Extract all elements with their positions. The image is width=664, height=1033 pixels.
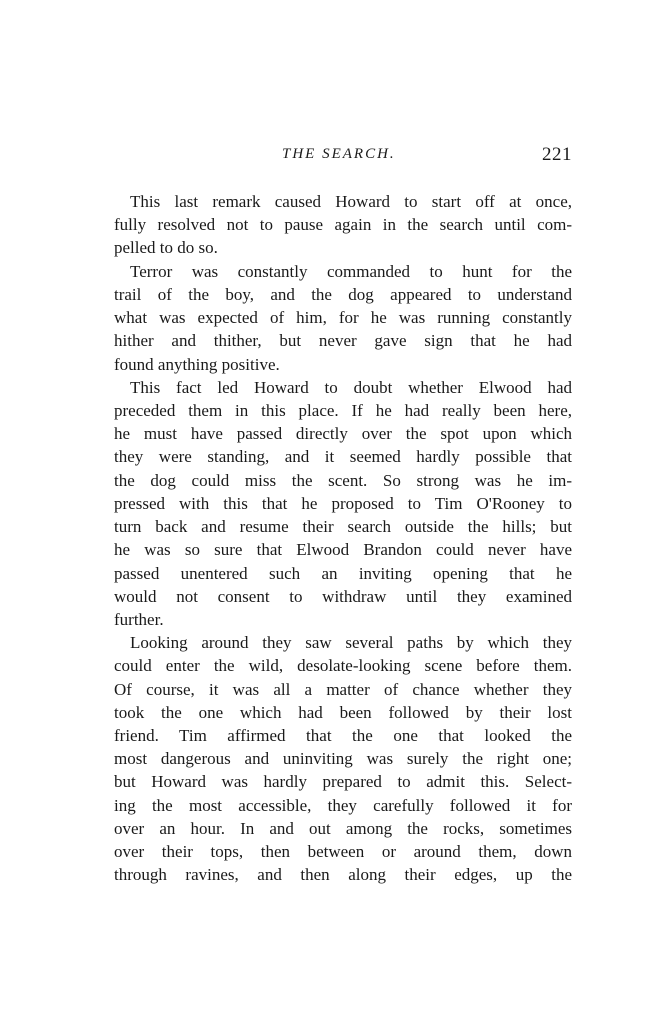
text-line: what was expected of him, for he was running constantly (114, 308, 572, 328)
text-line: over their tops, then between or around them, down (114, 842, 572, 862)
body-text (114, 190, 572, 887)
text-line: ing the most accessible, they carefully followed it for (114, 795, 572, 815)
text-line: This fact led Howard to doubt whether Elwood had (130, 377, 572, 397)
text-line: Terror was constantly commanded to hunt for the (130, 261, 572, 281)
text-line: the dog could miss the scent. So strong was he im- (114, 470, 572, 490)
text-line: found anything positive. (114, 354, 280, 374)
text-line: over an hour. In and out among the rocks, sometimes (114, 818, 572, 838)
text-line: Of course, it was all a matter of chance whether they (114, 679, 572, 699)
text-line: friend. Tim affirmed that the one that looked the (114, 726, 572, 746)
text-line: could enter the wild, desolate-looking scene before them. (114, 656, 572, 676)
text-line: trail of the boy, and the dog appeared to understand (114, 284, 572, 304)
text-line: would not consent to withdraw until they examined (114, 586, 572, 606)
page-number: 221 (542, 144, 572, 165)
text-line: he was so sure that Elwood Brandon could never have (114, 540, 572, 560)
text-line: took the one which had been followed by their lost (114, 702, 572, 722)
text-line: further. (114, 609, 164, 629)
text-line: turn back and resume their search outside the hills; but (114, 517, 572, 537)
text-line: he must have passed directly over the spot upon which (114, 424, 572, 444)
text-line: preceded them in this place. If he had really been here, (114, 400, 572, 420)
text-line: This last remark caused Howard to start off at once, (130, 192, 572, 211)
text-line: hither and thither, but never gave sign that he had (114, 331, 572, 351)
page-header (114, 146, 572, 170)
text-line: pressed with this that he proposed to Tim O'Rooney to (114, 493, 572, 513)
text-line: but Howard was hardly prepared to admit this. Select- (114, 772, 572, 792)
text-line: through ravines, and then along their edges, up the (114, 865, 572, 885)
text-line: Looking around they saw several paths by which they (130, 633, 572, 653)
text-line: pelled to do so. (114, 238, 218, 258)
text-line: they were standing, and it seemed hardly possible that (114, 447, 572, 467)
text-line: fully resolved not to pause again in the search until com- (114, 215, 572, 235)
running-title: THE SEARCH. (282, 146, 396, 162)
text-line: passed unentered such an inviting opening that he (114, 563, 572, 583)
text-line: most dangerous and uninviting was surely the right one; (114, 749, 572, 769)
